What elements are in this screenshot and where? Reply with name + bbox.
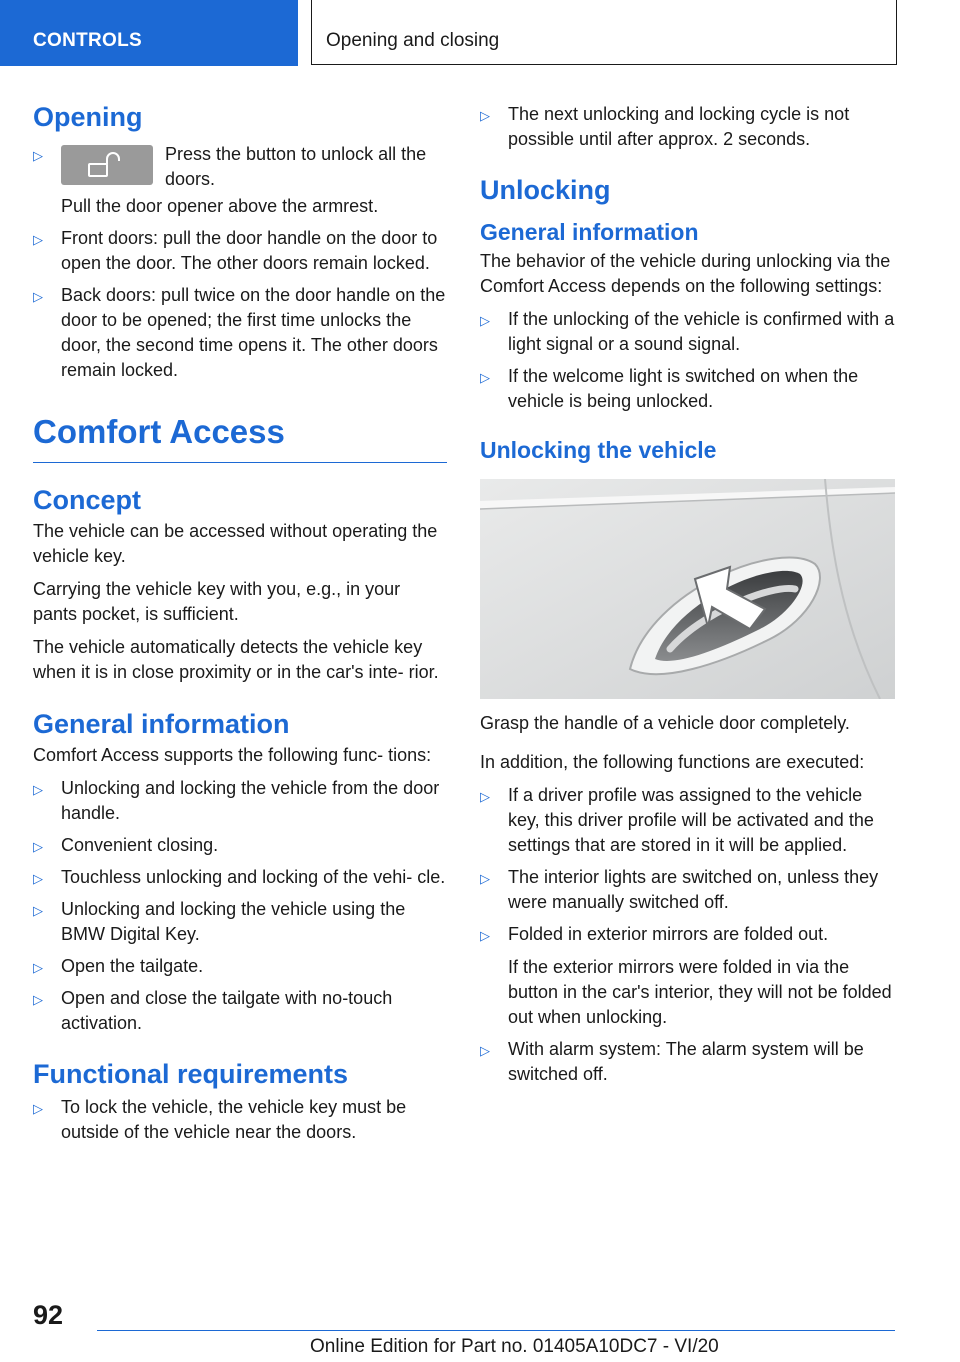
bullet-triangle-icon: ▷ bbox=[480, 108, 490, 123]
unlock-icon bbox=[61, 145, 153, 185]
concept-heading: Concept bbox=[33, 485, 141, 515]
list-item-text: The next unlocking and locking cycle is not possible until after approx. 2 seconds. bbox=[508, 104, 850, 149]
list-item-text: Folded in exterior mirrors are folded out. bbox=[508, 924, 829, 944]
list-item bbox=[33, 1095, 447, 1145]
functional-requirements-heading: Functional requirements bbox=[33, 1059, 349, 1089]
list-item-text: Front doors: pull the door handle on the door to open the door. The other doors remain locked. bbox=[61, 228, 438, 273]
door-handle-photo bbox=[480, 479, 895, 699]
list-item bbox=[33, 897, 447, 947]
list-item bbox=[480, 102, 898, 152]
list-item-text: Open and close the tailgate with no-touch activation. bbox=[61, 988, 393, 1033]
list-item-text: Unlocking and locking the vehicle from the door handle. bbox=[61, 778, 440, 823]
right-column bbox=[480, 102, 898, 1094]
unlocking-heading: Unlocking bbox=[480, 175, 611, 205]
bullet-triangle-icon: ▷ bbox=[33, 839, 43, 854]
list-item bbox=[33, 986, 447, 1036]
bullet-triangle-icon: ▷ bbox=[33, 871, 43, 886]
bullet-triangle-icon: ▷ bbox=[33, 782, 43, 797]
settings-list bbox=[480, 307, 898, 414]
left-column bbox=[33, 100, 447, 1152]
list-item bbox=[33, 865, 447, 890]
bullet-triangle-icon: ▷ bbox=[33, 903, 43, 918]
list-item-text: Open the tailgate. bbox=[61, 956, 204, 976]
list-item-text: The interior lights are switched on, unless they were manually switched off. bbox=[508, 867, 879, 912]
page-number: 92 bbox=[33, 1300, 64, 1330]
unlock-button-icon bbox=[61, 145, 153, 185]
bullet-triangle-icon: ▷ bbox=[480, 928, 490, 943]
bullet-triangle-icon: ▷ bbox=[33, 992, 43, 1007]
comfort-access-heading: Comfort Access bbox=[33, 410, 447, 463]
concept-paragraph: The vehicle can be accessed without operating the vehicle key. bbox=[33, 521, 438, 566]
list-item-text: Convenient closing. bbox=[61, 835, 219, 855]
bullet-triangle-icon: ▷ bbox=[480, 1043, 490, 1058]
list-item-text: If the welcome light is switched on when the vehicle is being unlocked. bbox=[508, 366, 859, 411]
addition-intro: In addition, the following functions are executed: bbox=[480, 752, 865, 772]
addition-list bbox=[480, 783, 898, 1087]
list-item bbox=[480, 865, 898, 915]
concept-paragraph: The vehicle automatically detects the vehicle key when it is in close proximity or in the car's inte‐ rior. bbox=[33, 637, 439, 682]
bullet-triangle-icon: ▷ bbox=[33, 232, 43, 247]
bullet-triangle-icon: ▷ bbox=[33, 1101, 43, 1116]
functional-requirements-list bbox=[33, 1095, 447, 1145]
grasp-instruction: Grasp the handle of a vehicle door completely. bbox=[480, 713, 850, 733]
list-item-text: Unlocking and locking the vehicle using the BMW Digital Key. bbox=[61, 899, 406, 944]
button-instruction: Press the button to unlock all the doors. bbox=[165, 144, 427, 189]
edition-label: Online Edition for Part no. 01405A10DC7 - VI/20 bbox=[310, 1336, 719, 1357]
bullet-triangle-icon: ▷ bbox=[33, 148, 43, 163]
list-item-text: With alarm system: The alarm system will be switched off. bbox=[508, 1039, 864, 1084]
bullet-triangle-icon: ▷ bbox=[480, 871, 490, 886]
bullet-triangle-icon: ▷ bbox=[33, 289, 43, 304]
list-item bbox=[33, 833, 447, 858]
list-item-text: To lock the vehicle, the vehicle key must be outside of the vehicle near the doors. bbox=[61, 1097, 407, 1142]
button-note: Pull the door opener above the armrest. bbox=[61, 196, 379, 216]
section-label: CONTROLS bbox=[33, 30, 143, 51]
mirror-note: If the exterior mirrors were folded in via the button in the car's interior, they will not be folded out when unlocking. bbox=[508, 957, 892, 1027]
general-info-list bbox=[33, 776, 447, 1036]
list-item-text: Back doors: pull twice on the door handle on the door to be opened; the first time unlocks the door, the second time opens it. The other doors remain locked. bbox=[61, 285, 446, 380]
general-info-intro: Comfort Access supports the following func‐ tions: bbox=[33, 745, 432, 765]
opening-heading: Opening bbox=[33, 102, 143, 132]
concept-paragraph: Carrying the vehicle key with you, e.g., in your pants pocket, is sufficient. bbox=[33, 579, 401, 624]
bullet-triangle-icon: ▷ bbox=[33, 960, 43, 975]
list-item bbox=[33, 226, 447, 276]
footer-divider bbox=[97, 1330, 895, 1331]
list-item-text: If the unlocking of the vehicle is confirmed with a light signal or a sound signal. bbox=[508, 309, 895, 354]
list-item bbox=[480, 783, 898, 858]
list-item-text: If a driver profile was assigned to the vehicle key, this driver profile will be activated and the settings that are stored in it will be applied. bbox=[508, 785, 874, 855]
list-item bbox=[480, 922, 898, 1030]
bullet-triangle-icon: ▷ bbox=[480, 313, 490, 328]
general-info-intro: The behavior of the vehicle during unlocking via the Comfort Access depends on the following settings: bbox=[480, 251, 891, 296]
list-item bbox=[480, 364, 898, 414]
list-item-text: Touchless unlocking and locking of the vehi‐ cle. bbox=[61, 867, 446, 887]
cycle-list bbox=[480, 102, 898, 152]
unlocking-vehicle-heading: Unlocking the vehicle bbox=[480, 437, 717, 463]
list-item bbox=[33, 954, 447, 979]
general-info-heading: General information bbox=[480, 219, 699, 245]
list-item bbox=[480, 307, 898, 357]
list-item bbox=[33, 776, 447, 826]
list-item bbox=[33, 142, 447, 219]
general-info-heading: General information bbox=[33, 709, 290, 739]
list-item bbox=[480, 1037, 898, 1087]
chapter-tab bbox=[311, 0, 897, 65]
section-tab bbox=[0, 0, 298, 66]
bullet-triangle-icon: ▷ bbox=[480, 370, 490, 385]
opening-list bbox=[33, 142, 447, 383]
bullet-triangle-icon: ▷ bbox=[480, 789, 490, 804]
list-item bbox=[33, 283, 447, 383]
chapter-label: Opening and closing bbox=[326, 30, 500, 51]
